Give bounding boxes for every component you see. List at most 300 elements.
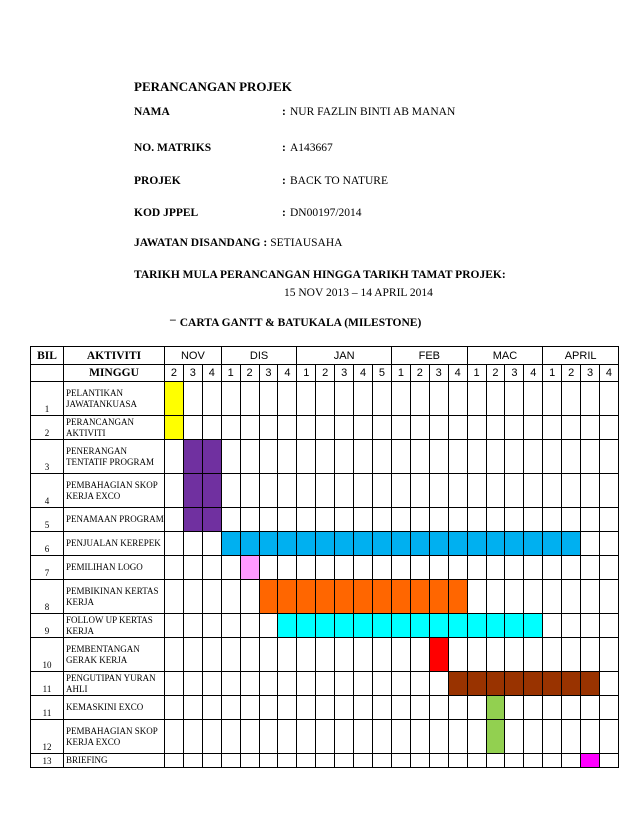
week-cell bbox=[524, 580, 543, 614]
week-cell bbox=[316, 556, 335, 580]
week-cell bbox=[221, 638, 240, 672]
gantt-bar-cell bbox=[448, 614, 467, 638]
week-cell bbox=[467, 382, 486, 416]
week-cell bbox=[297, 382, 316, 416]
row-number: 11 bbox=[31, 672, 64, 696]
week-cell bbox=[183, 382, 202, 416]
week-cell bbox=[486, 416, 505, 440]
week-cell bbox=[221, 672, 240, 696]
week-cell bbox=[543, 580, 562, 614]
week-cell bbox=[335, 474, 354, 508]
week-cell bbox=[259, 556, 278, 580]
week-cell bbox=[448, 508, 467, 532]
week-number: 3 bbox=[581, 365, 600, 382]
week-cell bbox=[165, 754, 184, 768]
week-cell bbox=[467, 556, 486, 580]
week-cell bbox=[410, 416, 429, 440]
info-separator: : bbox=[282, 106, 286, 118]
month-header: JAN bbox=[297, 347, 392, 365]
activity-name: FOLLOW UP KERTAS KERJA bbox=[64, 614, 165, 638]
week-cell bbox=[373, 754, 392, 768]
week-cell bbox=[278, 672, 297, 696]
week-cell bbox=[183, 532, 202, 556]
week-cell bbox=[448, 382, 467, 416]
week-cell bbox=[581, 474, 600, 508]
row-number: 10 bbox=[31, 638, 64, 672]
week-cell bbox=[202, 532, 221, 556]
week-cell bbox=[599, 580, 618, 614]
gantt-table bbox=[30, 346, 619, 768]
row-number: 5 bbox=[31, 508, 64, 532]
week-cell bbox=[297, 508, 316, 532]
week-cell bbox=[373, 638, 392, 672]
gantt-bar-cell bbox=[183, 508, 202, 532]
week-cell bbox=[335, 696, 354, 720]
week-cell bbox=[467, 696, 486, 720]
gantt-bar-cell bbox=[505, 532, 524, 556]
gantt-bar-cell bbox=[240, 556, 259, 580]
week-cell bbox=[429, 720, 448, 754]
activity-name: PENGUTIPAN YURAN AHLI bbox=[64, 672, 165, 696]
activity-name: PEMBIKINAN KERTAS KERJA bbox=[64, 580, 165, 614]
gantt-bar-cell bbox=[259, 532, 278, 556]
week-cell bbox=[165, 638, 184, 672]
info-value: BACK TO NATURE bbox=[290, 175, 388, 187]
week-cell bbox=[505, 696, 524, 720]
week-cell bbox=[581, 638, 600, 672]
week-cell bbox=[373, 416, 392, 440]
week-cell bbox=[165, 614, 184, 638]
week-cell bbox=[259, 672, 278, 696]
week-cell bbox=[505, 440, 524, 474]
gantt-bar-cell bbox=[335, 580, 354, 614]
gantt-title: CARTA GANTT & BATUKALA (MILESTONE) bbox=[179, 317, 422, 329]
week-cell bbox=[183, 672, 202, 696]
week-cell bbox=[278, 440, 297, 474]
week-cell bbox=[467, 720, 486, 754]
activity-name: PEMBAHAGIAN SKOP KERJA EXCO bbox=[64, 720, 165, 754]
activity-name: PENERANGAN TENTATIF PROGRAM bbox=[64, 440, 165, 474]
gantt-bar-cell bbox=[524, 532, 543, 556]
gantt-bar-cell bbox=[543, 672, 562, 696]
row-number: 4 bbox=[31, 474, 64, 508]
week-cell bbox=[486, 474, 505, 508]
activity-row bbox=[31, 382, 619, 416]
week-cell bbox=[183, 580, 202, 614]
header-row-months bbox=[31, 347, 619, 365]
week-number: 4 bbox=[202, 365, 221, 382]
gantt-bar-cell bbox=[448, 672, 467, 696]
week-cell bbox=[316, 720, 335, 754]
activity-name: PERANCANGAN AKTIVITI bbox=[64, 416, 165, 440]
week-cell bbox=[543, 754, 562, 768]
gantt-bar-cell bbox=[391, 580, 410, 614]
row-number: 7 bbox=[31, 556, 64, 580]
info-label: KOD JPPEL bbox=[134, 207, 199, 219]
week-cell bbox=[562, 720, 581, 754]
gantt-bar-cell bbox=[467, 614, 486, 638]
activity-name: BRIEFING bbox=[64, 754, 165, 768]
week-cell bbox=[354, 508, 373, 532]
week-cell bbox=[467, 474, 486, 508]
week-cell bbox=[448, 638, 467, 672]
week-cell bbox=[599, 508, 618, 532]
week-cell bbox=[467, 638, 486, 672]
week-cell bbox=[335, 556, 354, 580]
week-cell bbox=[391, 696, 410, 720]
week-cell bbox=[373, 672, 392, 696]
gantt-bar-cell bbox=[410, 580, 429, 614]
gantt-bar-cell bbox=[429, 580, 448, 614]
info-label: JAWATAN DISANDANG bbox=[134, 237, 261, 249]
week-cell bbox=[240, 580, 259, 614]
week-cell bbox=[316, 474, 335, 508]
week-cell bbox=[335, 508, 354, 532]
week-cell bbox=[581, 532, 600, 556]
week-cell bbox=[259, 754, 278, 768]
gantt-bar-cell bbox=[316, 532, 335, 556]
week-cell bbox=[448, 416, 467, 440]
info-label: NAMA bbox=[134, 106, 170, 118]
week-cell bbox=[410, 440, 429, 474]
week-cell bbox=[335, 440, 354, 474]
week-cell bbox=[165, 580, 184, 614]
activity-name: PENJUALAN KEREPEK bbox=[64, 532, 165, 556]
week-cell bbox=[410, 556, 429, 580]
week-cell bbox=[581, 580, 600, 614]
activity-row bbox=[31, 614, 619, 638]
week-number: 3 bbox=[183, 365, 202, 382]
week-cell bbox=[240, 614, 259, 638]
week-cell bbox=[543, 440, 562, 474]
week-cell bbox=[581, 720, 600, 754]
activity-row bbox=[31, 638, 619, 672]
week-cell bbox=[524, 556, 543, 580]
week-cell bbox=[316, 754, 335, 768]
gantt-bar-cell bbox=[581, 672, 600, 696]
week-cell bbox=[202, 696, 221, 720]
week-cell bbox=[354, 416, 373, 440]
week-cell bbox=[562, 614, 581, 638]
week-cell bbox=[354, 382, 373, 416]
date-range: 15 NOV 2013 – 14 APRIL 2014 bbox=[284, 287, 433, 299]
week-cell bbox=[259, 440, 278, 474]
week-cell bbox=[581, 614, 600, 638]
week-number: 3 bbox=[259, 365, 278, 382]
week-cell bbox=[599, 474, 618, 508]
activity-name: PEMBAHAGIAN SKOP KERJA EXCO bbox=[64, 474, 165, 508]
week-cell bbox=[543, 614, 562, 638]
gantt-bar-cell bbox=[183, 474, 202, 508]
week-number: 2 bbox=[486, 365, 505, 382]
week-cell bbox=[259, 696, 278, 720]
info-value: SETIAUSAHA bbox=[270, 237, 343, 249]
week-cell bbox=[221, 720, 240, 754]
week-cell bbox=[562, 754, 581, 768]
week-number: 1 bbox=[543, 365, 562, 382]
gantt-bar-cell bbox=[316, 614, 335, 638]
week-cell bbox=[373, 382, 392, 416]
week-cell bbox=[467, 440, 486, 474]
week-cell bbox=[240, 508, 259, 532]
week-cell bbox=[486, 382, 505, 416]
week-cell bbox=[429, 508, 448, 532]
week-cell bbox=[221, 580, 240, 614]
week-number: 5 bbox=[373, 365, 392, 382]
week-cell bbox=[297, 440, 316, 474]
week-cell bbox=[259, 508, 278, 532]
week-cell bbox=[391, 638, 410, 672]
week-cell bbox=[221, 556, 240, 580]
week-cell bbox=[543, 696, 562, 720]
month-header: APRIL bbox=[543, 347, 619, 365]
week-cell bbox=[448, 474, 467, 508]
week-cell bbox=[297, 754, 316, 768]
week-cell bbox=[486, 638, 505, 672]
week-cell bbox=[467, 508, 486, 532]
week-cell bbox=[316, 382, 335, 416]
month-header: MAC bbox=[467, 347, 543, 365]
week-cell bbox=[562, 474, 581, 508]
gantt-bar-cell bbox=[354, 532, 373, 556]
gantt-bar-cell bbox=[335, 532, 354, 556]
week-cell bbox=[505, 638, 524, 672]
activity-row bbox=[31, 720, 619, 754]
week-cell bbox=[165, 440, 184, 474]
week-number: 4 bbox=[599, 365, 618, 382]
week-cell bbox=[581, 696, 600, 720]
gantt-bar-cell bbox=[448, 580, 467, 614]
gantt-bar-cell bbox=[543, 532, 562, 556]
week-cell bbox=[599, 754, 618, 768]
gantt-bar-cell bbox=[165, 382, 184, 416]
week-cell bbox=[202, 382, 221, 416]
week-cell bbox=[297, 672, 316, 696]
week-cell bbox=[165, 720, 184, 754]
week-cell bbox=[581, 508, 600, 532]
week-cell bbox=[562, 508, 581, 532]
week-cell bbox=[354, 440, 373, 474]
week-cell bbox=[599, 696, 618, 720]
week-cell bbox=[467, 580, 486, 614]
week-cell bbox=[240, 672, 259, 696]
week-number: 4 bbox=[448, 365, 467, 382]
week-cell bbox=[599, 416, 618, 440]
week-cell bbox=[354, 556, 373, 580]
week-cell bbox=[543, 416, 562, 440]
row-number: 11 bbox=[31, 696, 64, 720]
week-number: 2 bbox=[165, 365, 184, 382]
week-cell bbox=[429, 754, 448, 768]
week-cell bbox=[599, 556, 618, 580]
gantt-bar-cell bbox=[448, 532, 467, 556]
gantt-bar-cell bbox=[467, 672, 486, 696]
week-cell bbox=[202, 556, 221, 580]
header-minggu: MINGGU bbox=[64, 365, 165, 382]
week-cell bbox=[581, 556, 600, 580]
week-number: 2 bbox=[410, 365, 429, 382]
gantt-bar-cell bbox=[354, 580, 373, 614]
gantt-bar-cell bbox=[581, 754, 600, 768]
info-value: NUR FAZLIN BINTI AB MANAN bbox=[290, 106, 456, 118]
week-cell bbox=[202, 614, 221, 638]
gantt-bar-cell bbox=[373, 614, 392, 638]
gantt-bar-cell bbox=[467, 532, 486, 556]
gantt-bar-cell bbox=[278, 614, 297, 638]
gantt-bar-cell bbox=[410, 532, 429, 556]
week-cell bbox=[599, 638, 618, 672]
activity-name: KEMASKINI EXCO bbox=[64, 696, 165, 720]
week-cell bbox=[391, 672, 410, 696]
gantt-bar-cell bbox=[486, 720, 505, 754]
header-row-weeks bbox=[31, 365, 619, 382]
activity-row bbox=[31, 580, 619, 614]
title-dash: – bbox=[170, 314, 176, 326]
week-cell bbox=[524, 696, 543, 720]
week-cell bbox=[505, 580, 524, 614]
week-cell bbox=[505, 474, 524, 508]
week-cell bbox=[543, 508, 562, 532]
week-cell bbox=[259, 638, 278, 672]
gantt-bar-cell bbox=[429, 532, 448, 556]
activity-row bbox=[31, 508, 619, 532]
week-cell bbox=[183, 638, 202, 672]
week-cell bbox=[297, 556, 316, 580]
week-cell bbox=[543, 382, 562, 416]
week-cell bbox=[316, 440, 335, 474]
week-cell bbox=[505, 720, 524, 754]
week-cell bbox=[373, 556, 392, 580]
week-cell bbox=[429, 696, 448, 720]
week-cell bbox=[335, 754, 354, 768]
week-cell bbox=[202, 672, 221, 696]
week-cell bbox=[297, 696, 316, 720]
week-cell bbox=[524, 720, 543, 754]
week-cell bbox=[599, 672, 618, 696]
week-cell bbox=[391, 416, 410, 440]
week-cell bbox=[599, 614, 618, 638]
row-number: 9 bbox=[31, 614, 64, 638]
week-cell bbox=[221, 754, 240, 768]
week-cell bbox=[240, 720, 259, 754]
week-cell bbox=[221, 614, 240, 638]
activity-row bbox=[31, 556, 619, 580]
week-cell bbox=[183, 614, 202, 638]
week-cell bbox=[297, 474, 316, 508]
week-cell bbox=[429, 416, 448, 440]
gantt-bar-cell bbox=[486, 696, 505, 720]
row-number: 2 bbox=[31, 416, 64, 440]
week-cell bbox=[354, 696, 373, 720]
gantt-bar-cell bbox=[429, 638, 448, 672]
week-number: 1 bbox=[391, 365, 410, 382]
week-cell bbox=[410, 696, 429, 720]
week-cell bbox=[240, 474, 259, 508]
week-cell bbox=[354, 638, 373, 672]
gantt-bar-cell bbox=[297, 580, 316, 614]
gantt-bar-cell bbox=[221, 532, 240, 556]
week-number: 1 bbox=[221, 365, 240, 382]
week-cell bbox=[183, 556, 202, 580]
gantt-bar-cell bbox=[486, 532, 505, 556]
info-label: PROJEK bbox=[134, 175, 181, 187]
activity-row bbox=[31, 672, 619, 696]
week-cell bbox=[165, 556, 184, 580]
activity-name: PELANTIKAN JAWATANKUASA bbox=[64, 382, 165, 416]
gantt-bar-cell bbox=[354, 614, 373, 638]
week-cell bbox=[410, 720, 429, 754]
week-cell bbox=[240, 638, 259, 672]
week-cell bbox=[165, 672, 184, 696]
week-cell bbox=[410, 474, 429, 508]
week-cell bbox=[335, 720, 354, 754]
row-number: 13 bbox=[31, 754, 64, 768]
week-cell bbox=[354, 474, 373, 508]
week-cell bbox=[391, 382, 410, 416]
week-number: 2 bbox=[240, 365, 259, 382]
week-number: 1 bbox=[467, 365, 486, 382]
week-cell bbox=[221, 382, 240, 416]
week-cell bbox=[391, 474, 410, 508]
week-cell bbox=[524, 416, 543, 440]
week-cell bbox=[524, 754, 543, 768]
week-cell bbox=[202, 638, 221, 672]
week-cell bbox=[486, 556, 505, 580]
week-number: 2 bbox=[316, 365, 335, 382]
gantt-bar-cell bbox=[391, 532, 410, 556]
week-cell bbox=[599, 720, 618, 754]
week-number: 1 bbox=[297, 365, 316, 382]
week-cell bbox=[165, 696, 184, 720]
week-cell bbox=[410, 638, 429, 672]
activity-row bbox=[31, 696, 619, 720]
week-cell bbox=[505, 754, 524, 768]
week-cell bbox=[354, 672, 373, 696]
week-cell bbox=[562, 416, 581, 440]
week-cell bbox=[448, 754, 467, 768]
week-cell bbox=[543, 638, 562, 672]
week-cell bbox=[486, 440, 505, 474]
week-cell bbox=[429, 672, 448, 696]
week-cell bbox=[221, 416, 240, 440]
header-bil: BIL bbox=[31, 347, 64, 365]
week-cell bbox=[316, 638, 335, 672]
week-cell bbox=[486, 580, 505, 614]
week-cell bbox=[316, 696, 335, 720]
week-cell bbox=[448, 696, 467, 720]
activity-row bbox=[31, 532, 619, 556]
week-cell bbox=[543, 556, 562, 580]
week-cell bbox=[183, 696, 202, 720]
week-cell bbox=[467, 754, 486, 768]
week-cell bbox=[316, 416, 335, 440]
week-cell bbox=[354, 754, 373, 768]
week-cell bbox=[391, 754, 410, 768]
week-number: 4 bbox=[524, 365, 543, 382]
activity-name: PEMILIHAN LOGO bbox=[64, 556, 165, 580]
week-cell bbox=[448, 440, 467, 474]
week-cell bbox=[165, 508, 184, 532]
week-number: 3 bbox=[429, 365, 448, 382]
week-cell bbox=[524, 474, 543, 508]
week-cell bbox=[391, 508, 410, 532]
activity-name: PENAMAAN PROGRAM bbox=[64, 508, 165, 532]
week-cell bbox=[240, 754, 259, 768]
gantt-bar-cell bbox=[562, 532, 581, 556]
week-cell bbox=[581, 382, 600, 416]
info-label: NO. MATRIKS bbox=[134, 142, 212, 154]
gantt-bar-cell bbox=[524, 614, 543, 638]
